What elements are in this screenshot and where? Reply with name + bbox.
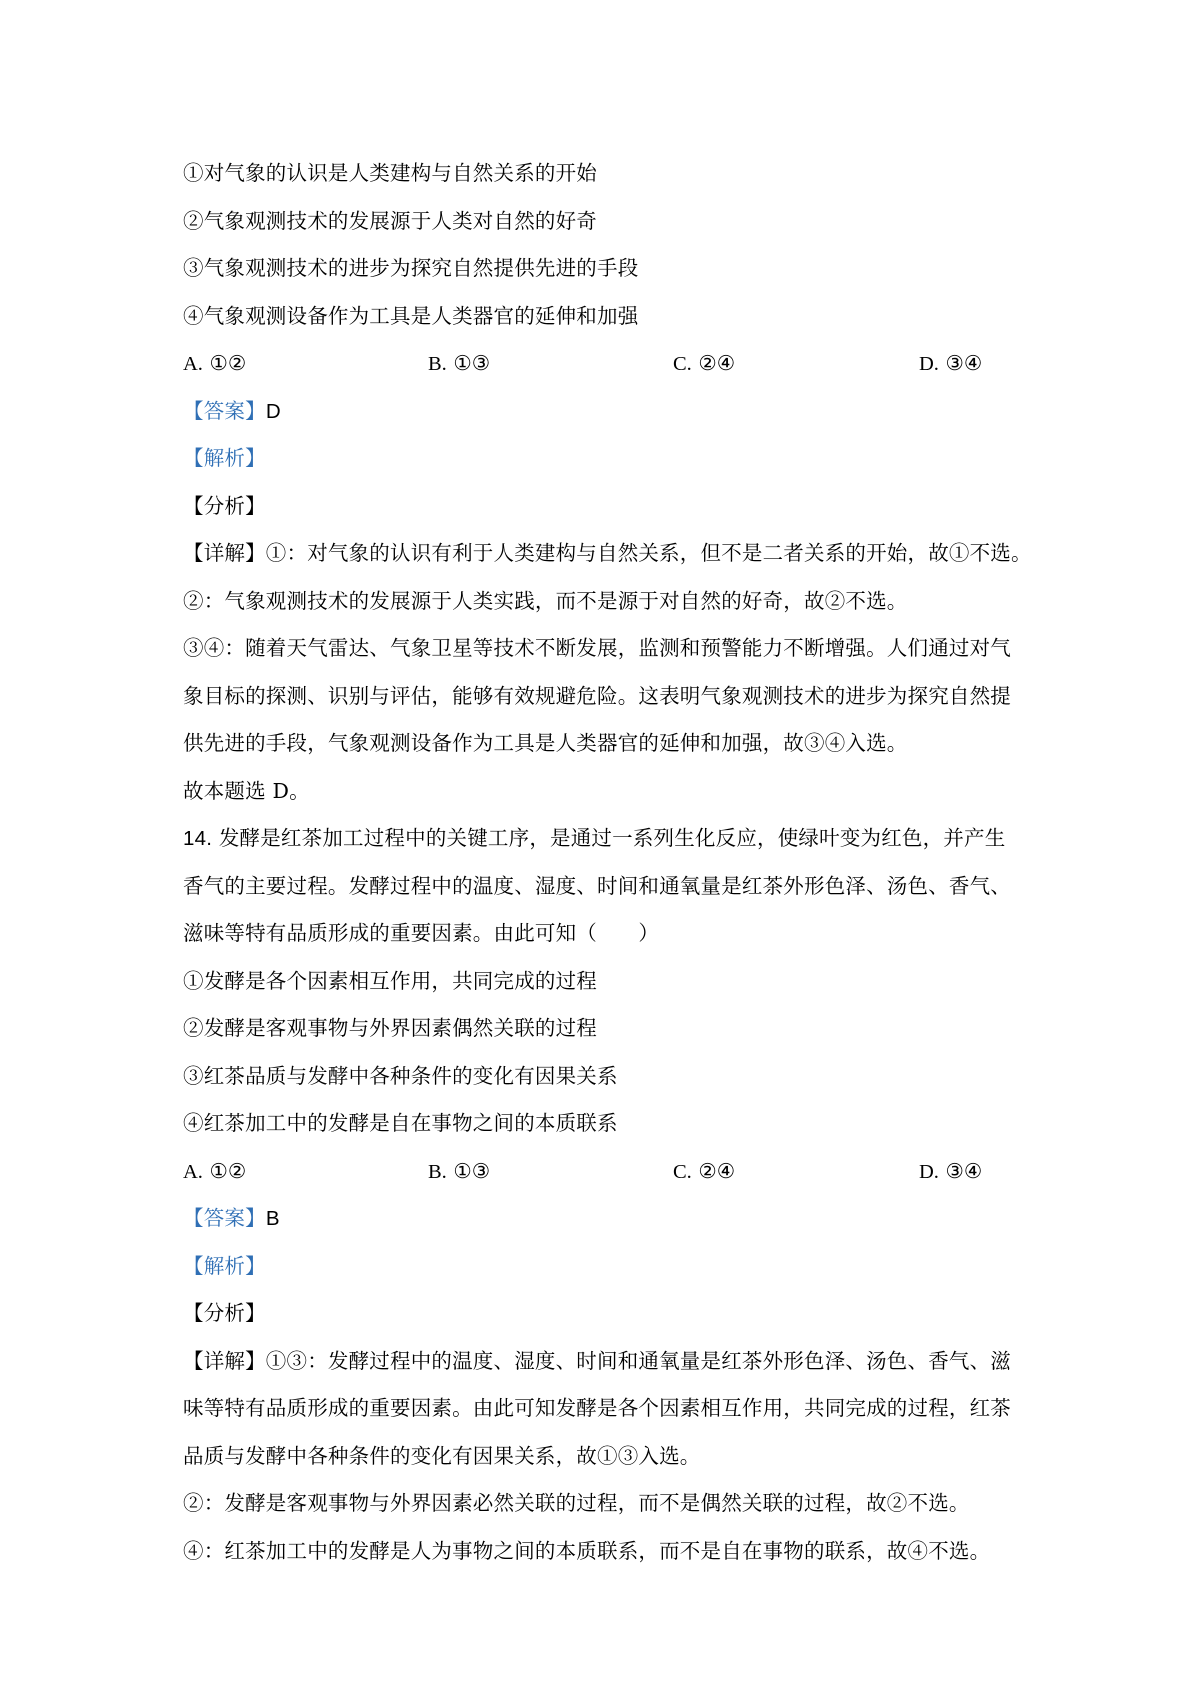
q13-detail-line-4: 象目标的探测、识别与评估，能够有效规避危险。这表明气象观测技术的进步为探究自然提 <box>183 683 1011 708</box>
q13-option-b: B. ①③ <box>428 351 491 375</box>
q14-statement-1: ①发酵是各个因素相互作用，共同完成的过程 <box>183 968 597 993</box>
q14-number: 14. <box>183 827 213 850</box>
q13-options <box>183 340 1033 388</box>
q14-stem-line-1: 14. 发酵是红茶加工过程中的关键工序，是通过一系列生化反应，使绿叶变为红色，并产生 <box>183 826 1006 850</box>
q14-detail-line-5: ④：红茶加工中的发酵是人为事物之间的本质联系，而不是自在事物的联系，故④不选。 <box>183 1538 991 1563</box>
q14-detail-line-3: 品质与发酵中各种条件的变化有因果关系，故①③入选。 <box>183 1443 701 1468</box>
answer-value: D <box>265 399 281 423</box>
q13-statement-1: ①对气象的认识是人类建构与自然关系的开始 <box>183 161 597 185</box>
q14-detail-line-2: 味等特有品质形成的重要因素。由此可知发酵是各个因素相互作用，共同完成的过程，红茶 <box>183 1396 1011 1420</box>
q13-option-a: A. ①② <box>183 351 247 375</box>
q13-detail-line-3: ③④：随着天气雷达、气象卫星等技术不断发展，监测和预警能力不断增强。人们通过对气 <box>183 636 1011 660</box>
q14-stem-line-2: 香气的主要过程。发酵过程中的温度、湿度、时间和通氧量是红茶外形色泽、汤色、香气、 <box>183 873 1011 898</box>
q13-detail-line-1: 【详解】①：对气象的认识有利于人类建构与自然关系，但不是二者关系的开始，故①不选。 <box>183 541 1032 565</box>
q14-analysis-label: 【解析】 <box>183 1253 266 1278</box>
answer-value: B <box>265 1207 280 1230</box>
q14-statement-2: ②发酵是客观事物与外界因素偶然关联的过程 <box>183 1016 597 1040</box>
document-content <box>183 150 1033 1575</box>
q13-option-c: C. ②④ <box>673 351 736 375</box>
q14-option-a: A. ①② <box>183 1158 247 1183</box>
q13-analysis-label: 【解析】 <box>183 446 266 470</box>
q13-statement-2: ②气象观测技术的发展源于人类对自然的好奇 <box>183 208 597 233</box>
q14-statement-3: ③红茶品质与发酵中各种条件的变化有因果关系 <box>183 1063 618 1088</box>
q13-fenxi-label: 【分析】 <box>183 493 266 518</box>
q13-answer <box>183 388 1033 436</box>
q14-stem-line-3: 滋味等特有品质形成的重要因素。由此可知（ ） <box>183 921 660 945</box>
q13-statement-4: ④气象观测设备作为工具是人类器官的延伸和加强 <box>183 303 639 328</box>
q14-option-c: C. ②④ <box>673 1158 736 1183</box>
answer-label: 【答案】 <box>183 398 266 423</box>
q14-answer <box>183 1195 1033 1243</box>
q13-detail-line-2: ②：气象观测技术的发展源于人类实践，而不是源于对自然的好奇，故②不选。 <box>183 588 908 613</box>
q14-option-b: B. ①③ <box>428 1158 491 1183</box>
q13-detail-line-5: 供先进的手段，气象观测设备作为工具是人类器官的延伸和加强，故③④入选。 <box>183 731 908 755</box>
q13-detail-line-6: 故本题选 D。 <box>183 778 310 803</box>
q14-options <box>183 1148 1033 1196</box>
answer-label: 【答案】 <box>183 1206 266 1230</box>
q13-statement-3: ③气象观测技术的进步为探究自然提供先进的手段 <box>183 256 639 280</box>
q14-detail-line-1: 【详解】①③：发酵过程中的温度、湿度、时间和通氧量是红茶外形色泽、汤色、香气、滋 <box>183 1348 1011 1373</box>
q14-detail-line-4: ②：发酵是客观事物与外界因素必然关联的过程，而不是偶然关联的过程，故②不选。 <box>183 1491 970 1515</box>
q13-option-d: D. ③④ <box>919 351 983 375</box>
q14-option-d: D. ③④ <box>919 1158 983 1183</box>
q14-statement-4: ④红茶加工中的发酵是自在事物之间的本质联系 <box>183 1111 618 1135</box>
q14-fenxi-label: 【分析】 <box>183 1301 266 1325</box>
